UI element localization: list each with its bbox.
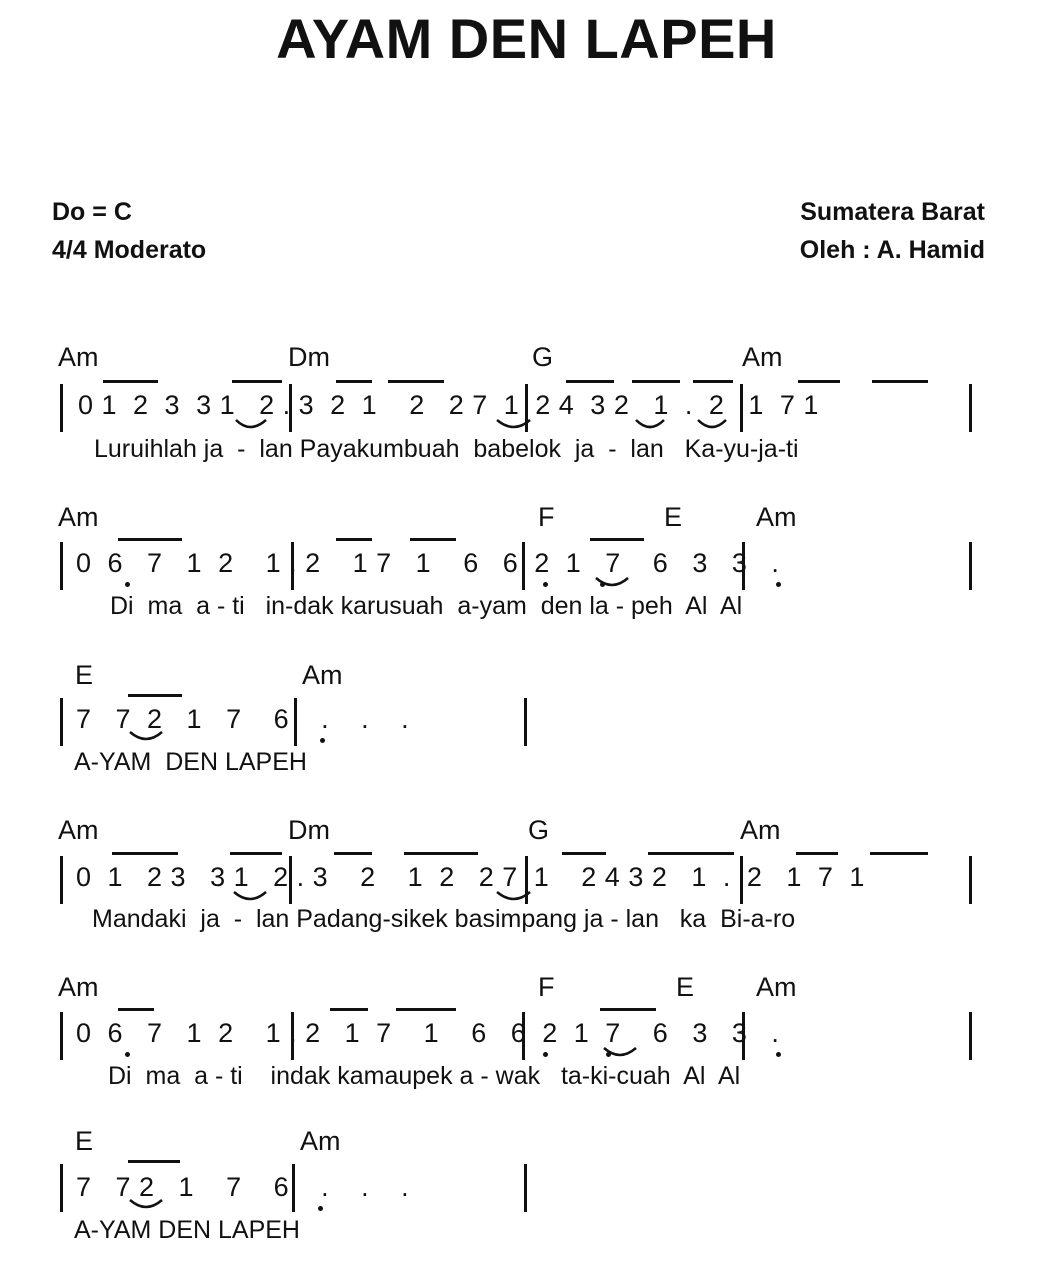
notation-line: 0 1 2 3 3 1 2 . 3 2 1 2 2 7 1 2 4 3 2 1 . 2 1 7 1	[76, 862, 865, 892]
slur-arc	[234, 892, 266, 899]
slur-arc	[236, 420, 266, 427]
title: AYAM DEN LAPEH	[276, 7, 777, 70]
chord-symbol: Am	[58, 502, 99, 532]
notation-line: 0 6 7 1 2 1 . 2 1 7 1 6 6 2 1 7 6 3 3 .	[76, 548, 780, 578]
octave-dot	[776, 1052, 781, 1057]
notation-line: 0 6 7 1 2 1 . 2 1 7 1 6 6 2 1 7 6 3 3 .	[76, 1018, 780, 1048]
notation-line: 7 7 2 1 7 6 . . .	[76, 704, 410, 734]
octave-dot	[543, 1052, 548, 1057]
lyric-line: Luruihlah ja - lan Payakumbuah babelok ja - lan Ka-yu-ja-ti	[94, 435, 799, 463]
octave-dot	[606, 1052, 611, 1057]
chord-symbol: Am	[58, 815, 99, 845]
chord-symbol: E	[676, 972, 695, 1002]
chord-symbol: Am	[300, 1126, 341, 1156]
lyric-line: A-YAM DEN LAPEH	[74, 748, 307, 776]
octave-dot	[543, 582, 548, 587]
lyric-line: Di ma a - ti in-dak karusuah a-yam den la - peh Al Al	[110, 592, 743, 620]
song-origin: Sumatera Barat	[800, 198, 985, 226]
lyric-line: A-YAM DEN LAPEH	[74, 1216, 300, 1244]
chord-symbol: Dm	[288, 815, 330, 845]
slur-arc	[497, 420, 530, 427]
slur-arc	[497, 892, 530, 899]
chord-symbol: E	[75, 660, 94, 690]
octave-dot	[125, 582, 130, 587]
slur-arc	[636, 420, 664, 427]
tempo-marking: 4/4 Moderato	[52, 236, 207, 264]
octave-dot	[318, 1206, 323, 1211]
slur-arc	[130, 732, 162, 739]
lyric-line: Di ma a - ti indak kamaupek a - wak ta-ki-cuah Al Al	[108, 1062, 741, 1090]
composer: Oleh : A. Hamid	[799, 236, 985, 264]
chord-symbol: G	[528, 815, 550, 845]
octave-dot	[320, 738, 325, 743]
chord-symbol: Am	[58, 342, 99, 372]
chord-symbol: Dm	[288, 342, 330, 372]
key-signature: Do = C	[52, 198, 132, 226]
chord-symbol: F	[538, 502, 555, 532]
chord-symbol: Am	[58, 972, 99, 1002]
octave-dot	[125, 1052, 130, 1057]
chord-symbol: E	[75, 1126, 94, 1156]
slur-arc	[698, 420, 726, 427]
chord-symbol: G	[532, 342, 554, 372]
chord-symbol: Am	[740, 815, 781, 845]
chord-symbol: E	[664, 502, 683, 532]
chord-symbol: F	[538, 972, 555, 1002]
octave-dot	[600, 582, 605, 587]
octave-dot	[776, 582, 781, 587]
chord-symbol: Am	[742, 342, 783, 372]
notation-line: 0 1 2 3 3 1 2 . 3 2 1 2 2 7 1 2 4 3 2 1 . 2 1 7 1	[78, 390, 819, 420]
chord-symbol: Am	[756, 502, 797, 532]
slur-arc	[130, 1200, 162, 1207]
lyric-line: Mandaki ja - lan Padang-sikek basimpang ja - lan ka Bi-a-ro	[92, 905, 796, 933]
chord-symbol: Am	[756, 972, 797, 1002]
chord-symbol: Am	[302, 660, 343, 690]
notation-line: 7 7 2 1 7 6 . . .	[76, 1172, 410, 1202]
